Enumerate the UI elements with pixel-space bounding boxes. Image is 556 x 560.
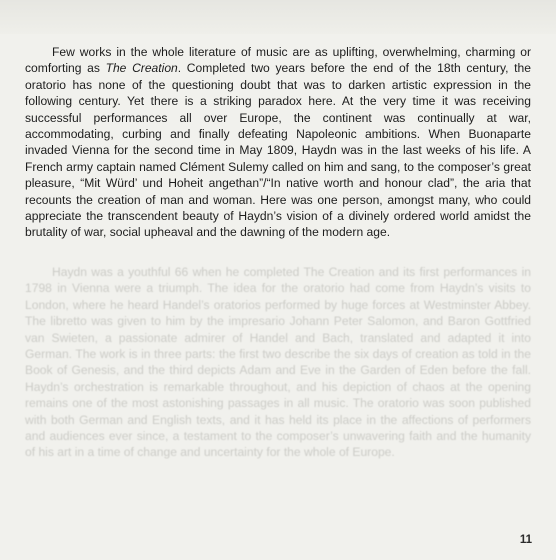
page-number: 11 [519,534,532,546]
page-header-band [0,0,556,34]
bleed-through-text: Haydn was a youthful 66 when he completed The Creation and its first performances in 1798 in Vienna were a triumph. The idea for the oratorio had come from Haydn’s visits to London, where he heard Handel’s oratorios performed by huge forces at Westminster Abbey. The libretto was given to him by the impresario Johann Peter Salomon, and Baron Gottfried van Swieten, a passionate admirer of Handel and Bach, translated and adapted it into German. The work is in three parts: the first two describe the six days of creation as told in the Book of Genesis, and the third depicts Adam and Eve in the Garden of Eden before the fall. Haydn’s orchestration is remarkable throughout, and his depiction of chaos at the opening remains one of the most astonishing passages in all music. The oratorio was soon published with both German and English texts, and it has held its place in the affections of performers and audiences ever since, a testament to the composer’s unwavering faith and the humanity of his art in a time of change and uncertainty for the whole of Europe. [25,265,531,460]
paragraph-text-start: Few works in the whole literature of music are as uplifting, overwhelming, charming or comforting as [25,45,531,76]
paragraph-text-rest: . Completed two years before the end of the 18th century, the oratorio has none of the questioning doubt that was to darken artistic expression in the following century. Yet there is a striking paradox here. At the very time it was receiving successful performances all over Europe, the continent was continually at war, accommodating, curbing and finally defeating Napoleonic ambitions. When Buonaparte invaded Vienna for the second time in May 1809, Haydn was in the last weeks of his life. A French army captain named Clément Sulemy called on him and sang, to the composer’s great pleasure, “Mit Würd’ und Hoheit angethan”/“In native worth and honour clad”, the aria that recounts the creation of man and woman. Here was one person, amongst many, who could appreciate the transcendent beauty of Haydn’s vision of a divinely ordered world amidst the brutality of war, social upheaval and the dawning of the modern age. [25,61,531,240]
body-paragraph [25,44,531,241]
work-title: The Creation [105,61,178,76]
